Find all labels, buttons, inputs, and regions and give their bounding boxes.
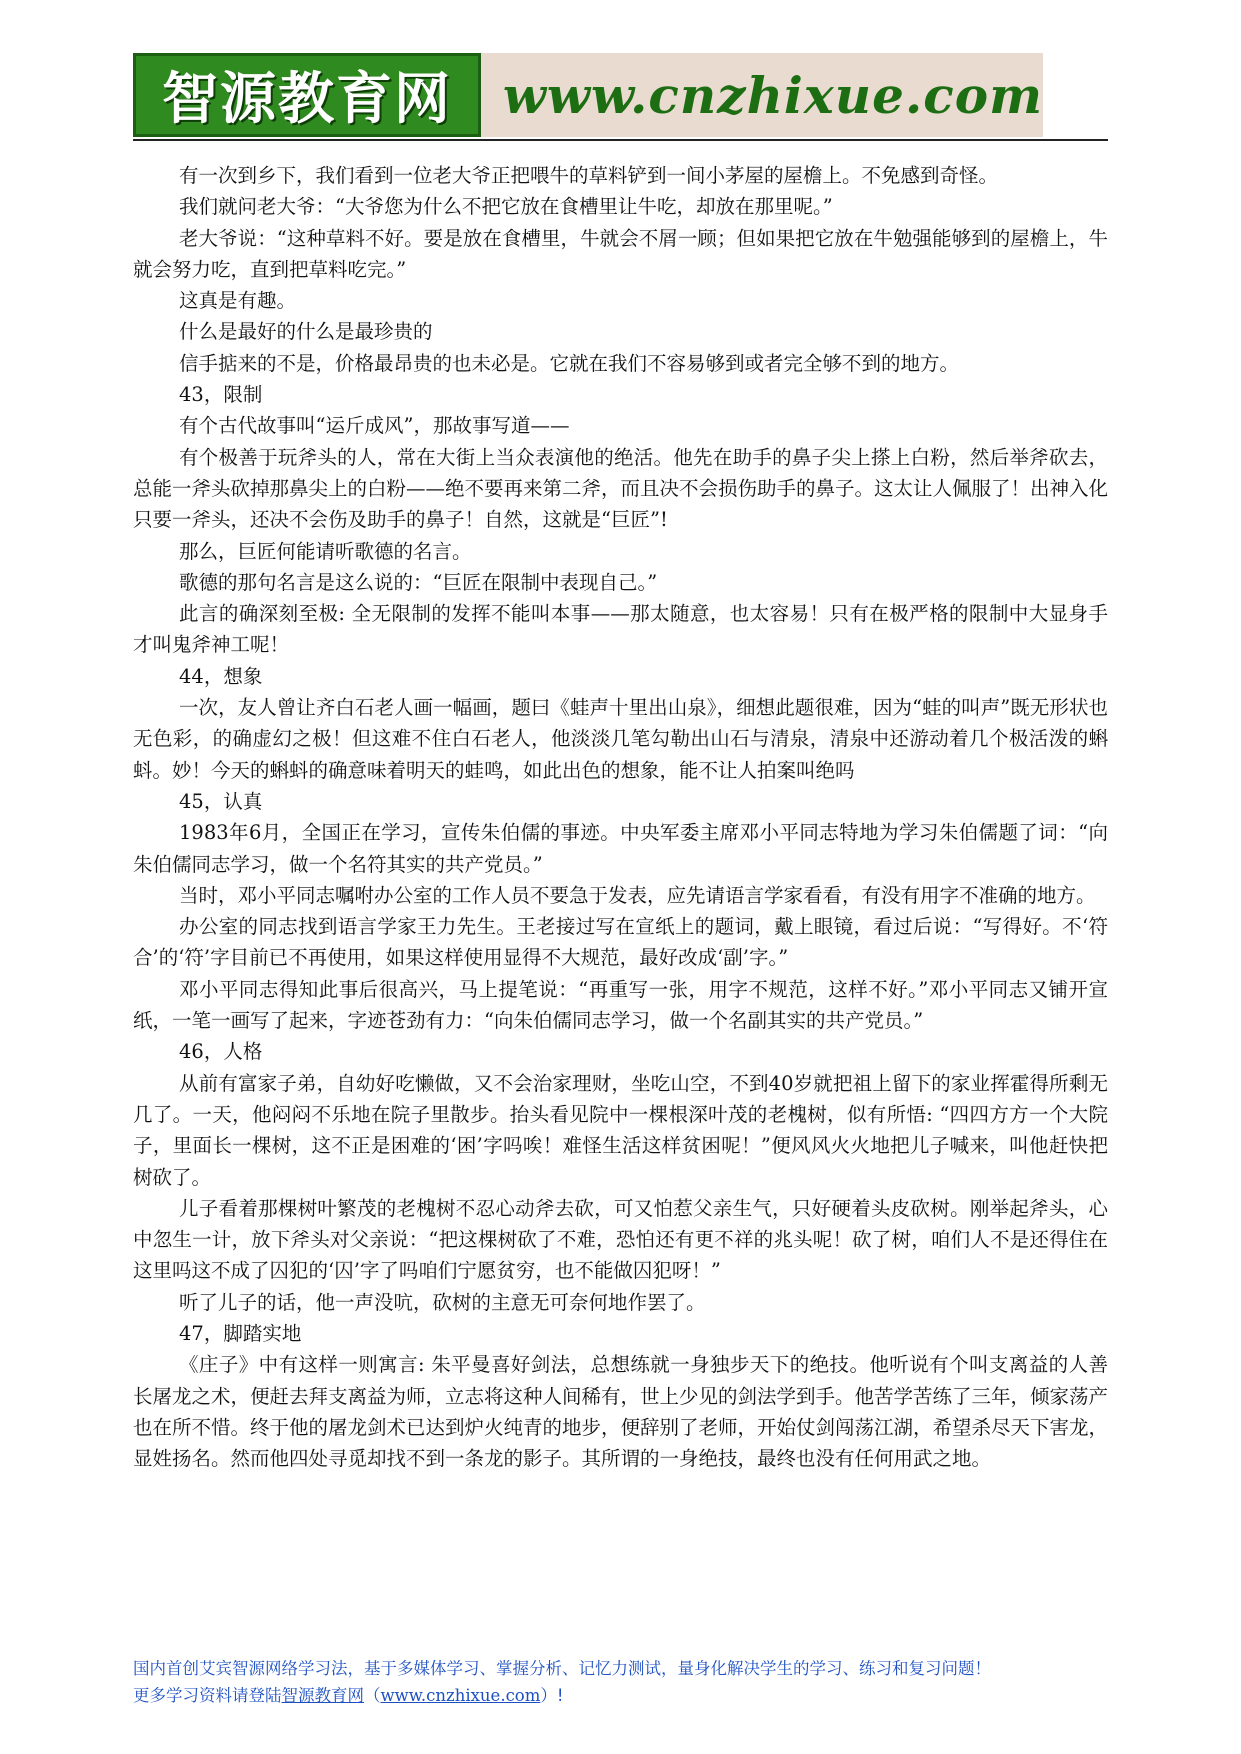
footer-link-prefix: 更多学习资料请登陆 [133, 1686, 282, 1705]
paragraph: 儿子看着那棵树叶繁茂的老槐树不忍心动斧去砍，可又怕惹父亲生气，只好硬着头皮砍树。刚举起斧头，心中忽生一计，放下斧头对父亲说：“把这棵树砍了不难，恐怕还有更不祥的兆头呢！砍了树，咱们人不是还得住在这里吗这不成了囚犯的‘囚’字了吗咱们宁愿贫穷，也不能做囚犯呀！” [133, 1196, 1108, 1283]
paragraph: 从前有富家子弟，自幼好吃懒做，又不会治家理财，坐吃山空，不到40岁就把祖上留下的家业挥霍得所剩无几了。一天，他闷闷不乐地在院子里散步。抬头看见院中一棵根深叶茂的老槐树，似有所悟: “四四方方一个大院子，里面长一棵树，这不正是困难的‘困’字吗唉！难怪生活这样贫困呢！”便风风火火地把儿子喊来，叫他赶快把树砍了。 [133, 1071, 1108, 1189]
section-heading: 44，想象 [179, 664, 263, 688]
paragraph: 有一次到乡下，我们看到一位老大爷正把喂牛的草料铲到一间小茅屋的屋檐上。不免感到奇怪。 [179, 164, 999, 187]
section-heading: 43，限制 [179, 383, 263, 407]
footer-link-line [133, 1682, 1108, 1709]
paragraph: 什么是最好的什么是最珍贵的 [179, 320, 433, 344]
paragraph: 有个极善于玩斧头的人，常在大街上当众表演他的绝活。他先在助手的鼻子尖上搽上白粉，然后举斧砍去，总能一斧头砍掉那鼻尖上的白粉——绝不要再来第二斧，而且决不会损伤助手的鼻子。这太让人佩服了！出神入化只要一斧头，还决不会伤及助手的鼻子！自然，这就是“巨匠”! [133, 445, 1109, 532]
paragraph: 这真是有趣。 [179, 289, 297, 313]
footer-url-link[interactable]: www.cnzhixue.com [380, 1686, 541, 1705]
header-divider [133, 139, 1108, 141]
paragraph: 有个古代故事叫“运斤成风”，那故事写道—— [179, 414, 570, 438]
paragraph: 我们就问老大爷：“大爷您为什么不把它放在食槽里让牛吃，却放在那里呢。” [179, 195, 833, 219]
paragraph: 此言的确深刻至极: 全无限制的发挥不能叫本事——那太随意，也太容易！只有在极严格的限制中大显身手才叫鬼斧神工呢！ [133, 602, 1108, 657]
logo-text: 智源教育网 [161, 67, 452, 132]
page-footer [133, 1655, 1108, 1709]
paragraph: 办公室的同志找到语言学家王力先生。王老接过写在宣纸上的题词，戴上眼镜，看过后说：“写得好。不‘符合’的‘符’字目前已不再使用，如果这样使用显得不大规范，最好改成‘副’字。” [133, 915, 1108, 970]
paragraph: 1983年6月，全国正在学习，宣传朱伯儒的事迹。中央军委主席邓小平同志特地为学习朱伯儒题了词：“向朱伯儒同志学习，做一个名符其实的共产党员。” [133, 821, 1108, 876]
paragraph: 信手掂来的不是，价格最昂贵的也未必是。它就在我们不容易够到或者完全够不到的地方。 [179, 351, 960, 375]
footer-paren-open: （ [364, 1686, 381, 1705]
section-heading: 45，认真 [179, 789, 263, 813]
paragraph: 当时，邓小平同志嘱咐办公室的工作人员不要急于发表，应先请语言学家看看，有没有用字不准确的地方。 [179, 883, 1096, 907]
paragraph: 歌德的那句名言是这么说的：“巨匠在限制中表现自己。” [179, 570, 658, 594]
section-heading: 47，脚踏实地 [179, 1321, 302, 1345]
footer-promo-line: 国内首创艾宾智源网络学习法，基于多媒体学习、掌握分析、记忆力测试，量身化解决学生的学习、练习和复习问题！ [133, 1659, 991, 1678]
paragraph: 邓小平同志得知此事后很高兴，马上提笔说：“再重写一张，用字不规范，这样不好。”邓小平同志又铺开宣纸，一笔一画写了起来，字迹苍劲有力：“向朱伯儒同志学习，做一个名副其实的共产党员。” [133, 977, 1108, 1033]
paragraph: 那么，巨匠何能请听歌德的名言。 [179, 539, 472, 563]
header-banner [133, 53, 1043, 137]
site-logo [133, 53, 481, 137]
footer-site-link[interactable]: 智源教育网 [281, 1686, 364, 1705]
paragraph: 《庄子》中有这样一则寓言: 朱平曼喜好剑法，总想练就一身独步天下的绝技。他听说有个叫支离益的人善长屠龙之术，便赶去拜支离益为师，立志将这种人间稀有，世上少见的剑法学到手。他苦学苦练了三年，倾家荡产也在所不惜。终于他的屠龙剑术已达到炉火纯青的地步，便辞别了老师，开始仗剑闯荡江湖，希望杀尽天下害龙，显姓扬名。然而他四处寻觅却找不到一条龙的影子。其所谓的一身绝技，最终也没有任何用武之地。 [133, 1353, 1109, 1471]
paragraph: 老大爷说：“这种草料不好。要是放在食槽里，牛就会不屑一顾；但如果把它放在牛勉强能够到的屋檐上，牛就会努力吃，直到把草料吃完。” [133, 226, 1108, 281]
document-body [133, 160, 1108, 1474]
footer-paren-close: ）! [540, 1686, 564, 1705]
section-heading: 46，人格 [179, 1040, 263, 1064]
paragraph: 听了儿子的话，他一声没吭，砍树的主意无可奈何地作罢了。 [179, 1290, 706, 1314]
site-url-banner [481, 53, 1043, 137]
site-url-text: www.cnzhixue.com [502, 65, 1043, 125]
paragraph: 一次，友人曾让齐白石老人画一幅画，题曰《蛙声十里出山泉》，细想此题很难，因为“蛙的叫声”既无形状也无色彩，的确虚幻之极！但这难不住白石老人，他淡淡几笔勾勒出山石与清泉，清泉中还游动着几个极活泼的蝌蚪。妙！今天的蝌蚪的确意味着明天的蛙鸣，如此出色的想象，能不让人拍案叫绝吗 [133, 696, 1108, 782]
